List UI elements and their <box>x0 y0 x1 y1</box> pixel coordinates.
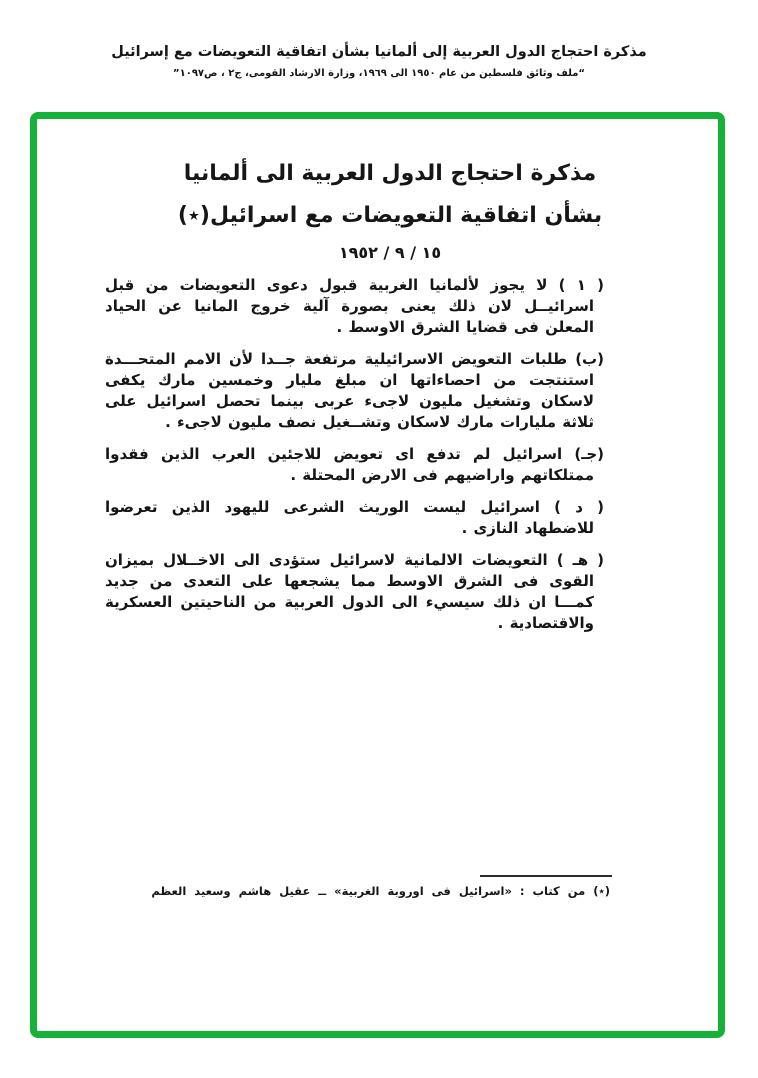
memo-item-h <box>105 550 604 634</box>
item-marker: ( د ) <box>554 498 605 516</box>
item-text: اسرائيل لم تدفع اى تعويض للاجئين العرب الذين فقدوا ممتلكاتهم واراضيهم فى الارض المحتلة . <box>105 445 594 484</box>
item-text: اسرائيل ليست الوريث الشرعى لليهود الذين تعرضوا للاضطهاد النازى . <box>105 498 594 537</box>
memo-item-d <box>105 497 604 539</box>
citation-header <box>0 42 758 79</box>
memo-title-line2: بشأن اتفاقية التعويضات مع اسرائيل(٭) <box>177 203 603 228</box>
item-marker: (ب) <box>575 350 604 368</box>
footnote-separator <box>480 875 612 877</box>
memo-item-1 <box>105 275 604 338</box>
item-text: لا يجوز لألمانيا الغربية قبول دعوى التعويضات من قبل اسرائيــل لان ذلك يعنى بصورة آلية خروج المانيا عن الحياد المعلن فى قضايا الشرق الاوسط . <box>105 276 594 336</box>
memo-item-j <box>105 444 604 486</box>
memo-date: ١٥ / ٩ / ١٩٥٢ <box>338 243 442 262</box>
memo-title-block <box>37 153 718 265</box>
item-text: التعويضات الالمانية لاسرائيل ستؤدى الى الاخــلال بميزان القوى فى الشرق الاوسط مما يشجعها على التعدى من جديد كمـــا ان ذلك سيسيء الى الدول العربية من الناحيتين العسكرية والاقتصادية . <box>105 551 594 632</box>
item-marker: ( ١ ) <box>558 276 605 294</box>
memo-title-line1: مذكرة احتجاج الدول العربية الى ألمانيا <box>183 161 597 186</box>
footnote: (٭) من كتاب : «اسرائيل فى اوروبة الغربية» ــ عقيل هاشم وسعيد العظم <box>151 884 610 898</box>
memo-body <box>105 275 604 634</box>
citation-source: “ملف وثائق فلسطين من عام ١٩٥٠ الى ١٩٦٩، وزارة الارشاد القومى، ج٢ ، ص١٠٩٧” <box>173 68 585 79</box>
document-frame <box>30 112 725 1038</box>
item-marker: (جـ) <box>574 445 604 463</box>
item-text: طلبات التعويض الاسرائيلية مرتفعة جــدا لأن الامم المتحـــدة استنتجت من احصاءاتها ان مبلغ مليار وخمسين مارك يكفى لاسكان وتشغيل مليون لاجىء عربى بينما تحصل اسرائيل على ثلاثة مليارات مارك لاسكان وتشــغيل نصف مليون لاجىء . <box>105 350 594 431</box>
memo-item-b <box>105 349 604 433</box>
item-marker: ( هـ ) <box>556 551 605 569</box>
citation-title: مذكرة احتجاج الدول العربية إلى ألمانيا بشأن اتفاقية التعويضات مع إسرائيل <box>111 44 647 60</box>
